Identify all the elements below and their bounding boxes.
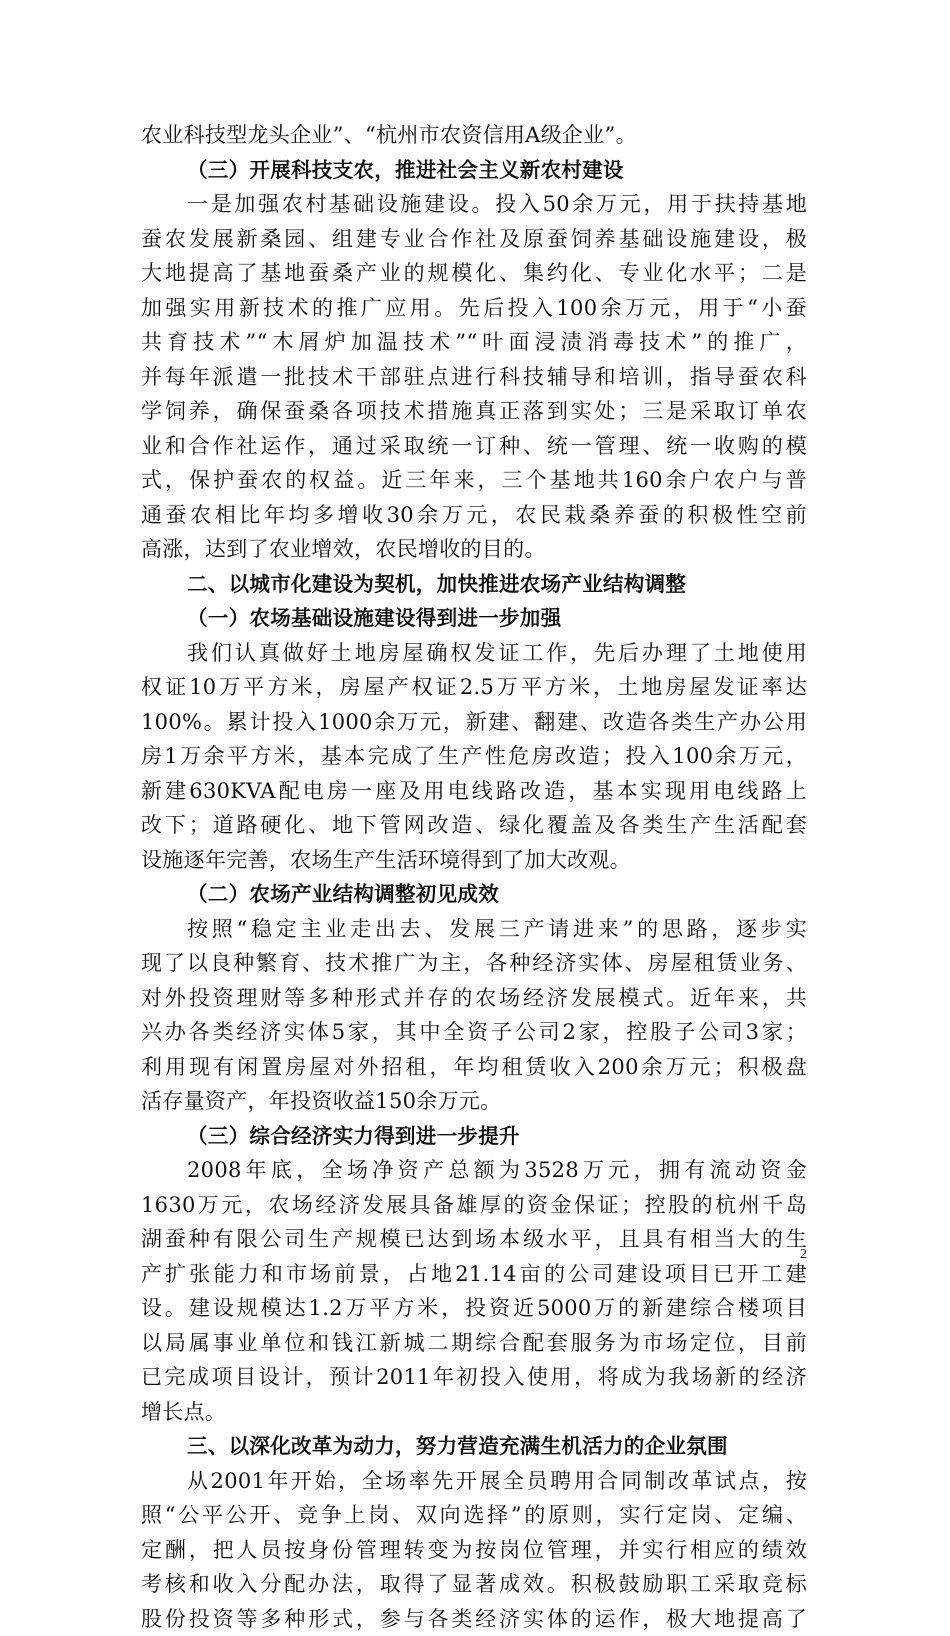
paragraph-line: 一是加强农村基础设施建设。投入50余万元，用于扶持基地 — [141, 187, 807, 222]
paragraph-line: 权证10万平方米，房屋产权证2.5万平方米，土地房屋发证率达 — [141, 670, 807, 705]
paragraph-line: 已完成项目设计，预计2011年初投入使用，将成为我场新的经济 — [141, 1360, 807, 1395]
paragraph-line: 照“公平公开、竞争上岗、双向选择”的原则，实行定岗、定编、 — [141, 1498, 807, 1533]
paragraph-line: 式，保护蚕农的权益。近三年来，三个基地共160余户农户与普 — [141, 463, 807, 498]
section-heading: （二）农场产业结构调整初见成效 — [141, 877, 807, 912]
paragraph-line: 产扩张能力和市场前景，占地21.14亩的公司建设项目已开工建 — [141, 1257, 807, 1292]
paragraph-line: 兴办各类经济实体5家，其中全资子公司2家，控股子公司3家； — [141, 1015, 807, 1050]
paragraph-line: 通蚕农相比年均多增收30余万元，农民栽桑养蚕的积极性空前 — [141, 498, 807, 533]
section-heading: 三、以深化改革为动力，努力营造充满生机活力的企业氛围 — [141, 1429, 807, 1464]
document-body — [141, 118, 807, 1636]
paragraph-line: 现了以良种繁育、技术推广为主，各种经济实体、房屋租赁业务、 — [141, 946, 807, 981]
section-heading: （一）农场基础设施建设得到进一步加强 — [141, 601, 807, 636]
paragraph-line: 增长点。 — [141, 1395, 807, 1430]
paragraph-line: 利用现有闲置房屋对外招租，年均租赁收入200余万元；积极盘 — [141, 1050, 807, 1085]
paragraph-line: 学饲养，确保蚕桑各项技术措施真正落到实处；三是采取订单农 — [141, 394, 807, 429]
paragraph-line: 设施逐年完善，农场生产生活环境得到了加大改观。 — [141, 843, 807, 878]
paragraph-line: 对外投资理财等多种形式并存的农场经济发展模式。近年来，共 — [141, 981, 807, 1016]
paragraph-line: 从2001年开始，全场率先开展全员聘用合同制改革试点，按 — [141, 1464, 807, 1499]
paragraph-line: 我们认真做好土地房屋确权发证工作，先后办理了土地使用 — [141, 636, 807, 671]
paragraph-line: 改下；道路硬化、地下管网改造、绿化覆盖及各类生产生活配套 — [141, 808, 807, 843]
paragraph-line: 高涨，达到了农业增效，农民增收的目的。 — [141, 532, 807, 567]
paragraph-line: 1630万元，农场经济发展具备雄厚的资金保证；控股的杭州千岛 — [141, 1188, 807, 1223]
paragraph-line: 房1万余平方米，基本完成了生产性危房改造；投入100余万元， — [141, 739, 807, 774]
paragraph-line: 加强实用新技术的推广应用。先后投入100余万元，用于“小蚕 — [141, 291, 807, 326]
section-heading: （三）综合经济实力得到进一步提升 — [141, 1119, 807, 1154]
paragraph-line: 以局属事业单位和钱江新城二期综合配套服务为市场定位，目前 — [141, 1326, 807, 1361]
paragraph-line: 考核和收入分配办法，取得了显著成效。积极鼓励职工采取竞标 — [141, 1567, 807, 1602]
paragraph-line: 业和合作社运作，通过采取统一订种、统一管理、统一收购的模 — [141, 429, 807, 464]
paragraph-line: 活存量资产，年投资收益150余万元。 — [141, 1084, 807, 1119]
paragraph-line: 2008年底，全场净资产总额为3528万元，拥有流动资金 — [141, 1153, 807, 1188]
page-number: 2 — [800, 1247, 807, 1263]
paragraph-line: 定酬，把人员按身份管理转变为按岗位管理，并实行相应的绩效 — [141, 1533, 807, 1568]
section-heading: 二、以城市化建设为契机，加快推进农场产业结构调整 — [141, 567, 807, 602]
paragraph-line: 股份投资等多种形式，参与各类经济实体的运作，极大地提高了 — [141, 1602, 807, 1636]
section-heading: （三）开展科技支农，推进社会主义新农村建设 — [141, 153, 807, 188]
paragraph-line: 农业科技型龙头企业”、“杭州市农资信用A级企业”。 — [141, 118, 807, 153]
paragraph-line: 并每年派遣一批技术干部驻点进行科技辅导和培训，指导蚕农科 — [141, 360, 807, 395]
paragraph-line: 100%。累计投入1000余万元，新建、翻建、改造各类生产办公用 — [141, 705, 807, 740]
paragraph-line: 新建630KVA配电房一座及用电线路改造，基本实现用电线路上 — [141, 774, 807, 809]
paragraph-line: 设。建设规模达1.2万平方米，投资近5000万的新建综合楼项目 — [141, 1291, 807, 1326]
paragraph-line: 大地提高了基地蚕桑产业的规模化、集约化、专业化水平；二是 — [141, 256, 807, 291]
paragraph-line: 蚕农发展新桑园、组建专业合作社及原蚕饲养基础设施建设，极 — [141, 222, 807, 257]
paragraph-line: 湖蚕种有限公司生产规模已达到场本级水平，且具有相当大的生 — [141, 1222, 807, 1257]
paragraph-line: 共育技术”“木屑炉加温技术”“叶面浸渍消毒技术”的推广， — [141, 325, 807, 360]
paragraph-line: 按照“稳定主业走出去、发展三产请进来”的思路，逐步实 — [141, 912, 807, 947]
